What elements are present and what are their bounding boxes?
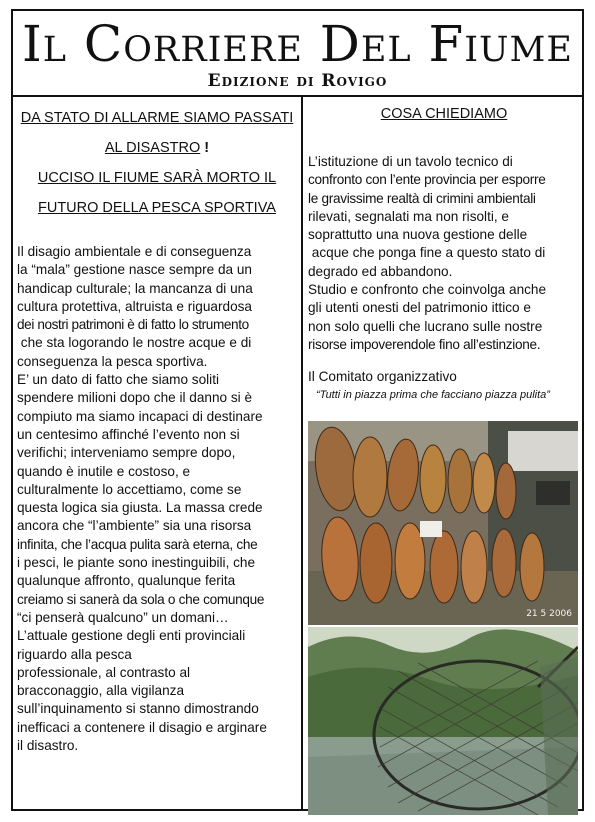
- fishing-net-photo: [308, 627, 578, 815]
- headline-line-4: FUTURO DELLA PESCA SPORTIVA: [38, 200, 276, 216]
- body-line: “ci penserà qualcuno” un domani…: [17, 609, 229, 625]
- body-line: ancora che “l’ambiente” sia una risorsa: [17, 518, 252, 534]
- headline-line-3: UCCISO IL FIUME SARÀ MORTO IL: [37, 170, 277, 186]
- body-line: inefficaci a contenere il disagio e arginare: [17, 719, 267, 735]
- fishing-net-image: [308, 627, 578, 815]
- headline-exclamation: !: [204, 140, 210, 156]
- body-line: il disastro.: [17, 738, 79, 754]
- body-line: riguardo alla pesca: [17, 646, 132, 662]
- body-line: soprattutto una nuova gestione delle: [308, 227, 528, 243]
- body-line: degrado ed abbandono.: [308, 263, 453, 279]
- body-line: non solo quelli che lucrano sulle nostre: [308, 318, 543, 334]
- body-line: E’ un dato di fatto che siamo soliti: [17, 372, 220, 388]
- body-line: Il disagio ambientale e di conseguenza: [17, 244, 252, 259]
- demands-body: [308, 153, 580, 354]
- section-heading: COSA CHIEDIAMO: [380, 106, 508, 122]
- body-line: rilevati, segnalati ma non risolti, e: [308, 208, 509, 224]
- body-line: questa logica sia giusta. La massa crede: [17, 500, 263, 516]
- body-line: qualunque affronto, qualunque ferita: [17, 573, 236, 589]
- column-divider: [301, 95, 303, 811]
- body-line: bracconaggio, alla vigilanza: [17, 683, 185, 699]
- motto-quote: “Tutti in piazza prima che facciano piazza pulita”: [316, 389, 550, 401]
- body-line: confronto con l’ente provincia per esporre: [308, 172, 546, 188]
- body-line: gli utenti onesti del patrimonio ittico e: [308, 300, 531, 316]
- edition-subtitle: Edizione di Rovigo: [207, 71, 388, 91]
- committee-signature: Il Comitato organizzativo: [308, 369, 457, 384]
- body-line: L’attuale gestione degli enti provinciali: [17, 628, 246, 644]
- body-line: un centesimo affinché l’evento non si: [17, 426, 240, 442]
- body-line: risorse impoverendole fino all’estinzione.: [308, 336, 541, 352]
- article-body: [17, 243, 299, 755]
- newspaper-title: Il Corriere Del Fiume: [22, 15, 573, 73]
- dead-fish-photo: [308, 421, 578, 625]
- newspaper-page: [11, 9, 584, 811]
- body-line: la “mala” gestione nasce sempre da un: [17, 262, 252, 278]
- body-line: spendere milioni dopo che il danno si è: [17, 390, 253, 406]
- body-line: verifichi; interveniamo sempre dopo,: [17, 445, 236, 461]
- photo-date-stamp: 21 5 2006: [526, 609, 572, 619]
- body-line: cultura protettiva, altruista e riguardosa: [17, 298, 252, 314]
- body-line: creiamo si sanerà da sola o che comunque: [17, 591, 265, 607]
- left-article: [17, 103, 297, 754]
- body-line: che sta logorando le nostre acque e di: [17, 335, 252, 351]
- headline-line-2: AL DISASTRO: [104, 140, 201, 156]
- body-line: dei nostri patrimoni è di fatto lo strumento: [17, 317, 249, 333]
- body-line: culturalmente lo accettiamo, come se: [17, 481, 242, 497]
- body-line: infinita, che l’acqua pulita sarà eterna, che: [17, 536, 258, 552]
- body-line: handicap culturale; la mancanza di una: [17, 280, 253, 296]
- masthead: [13, 11, 582, 97]
- dead-fish-image: [308, 421, 578, 625]
- body-line: le gravissime realtà di crimini ambientali: [308, 190, 536, 206]
- body-line: L’istituzione di un tavolo tecnico di: [308, 154, 513, 169]
- body-line: professionale, al contrasto al: [17, 664, 191, 680]
- headline-line-1: DA STATO DI ALLARME SIAMO PASSATI: [20, 110, 294, 126]
- body-line: Studio e confronto che coinvolga anche: [308, 282, 547, 298]
- article-headline: [17, 103, 297, 223]
- body-line: quando è inutile e costoso, e: [17, 463, 191, 479]
- right-article: [308, 103, 580, 619]
- body-line: i pesci, le piante sono inestinguibili, che: [17, 555, 256, 571]
- body-line: sull’inquinamento si stanno dimostrando: [17, 701, 259, 717]
- body-line: acque che ponga fine a questo stato di: [308, 245, 546, 261]
- body-line: conseguenza la pesca sportiva.: [17, 353, 208, 369]
- body-line: compiuto ma siamo incapaci di destinare: [17, 408, 263, 424]
